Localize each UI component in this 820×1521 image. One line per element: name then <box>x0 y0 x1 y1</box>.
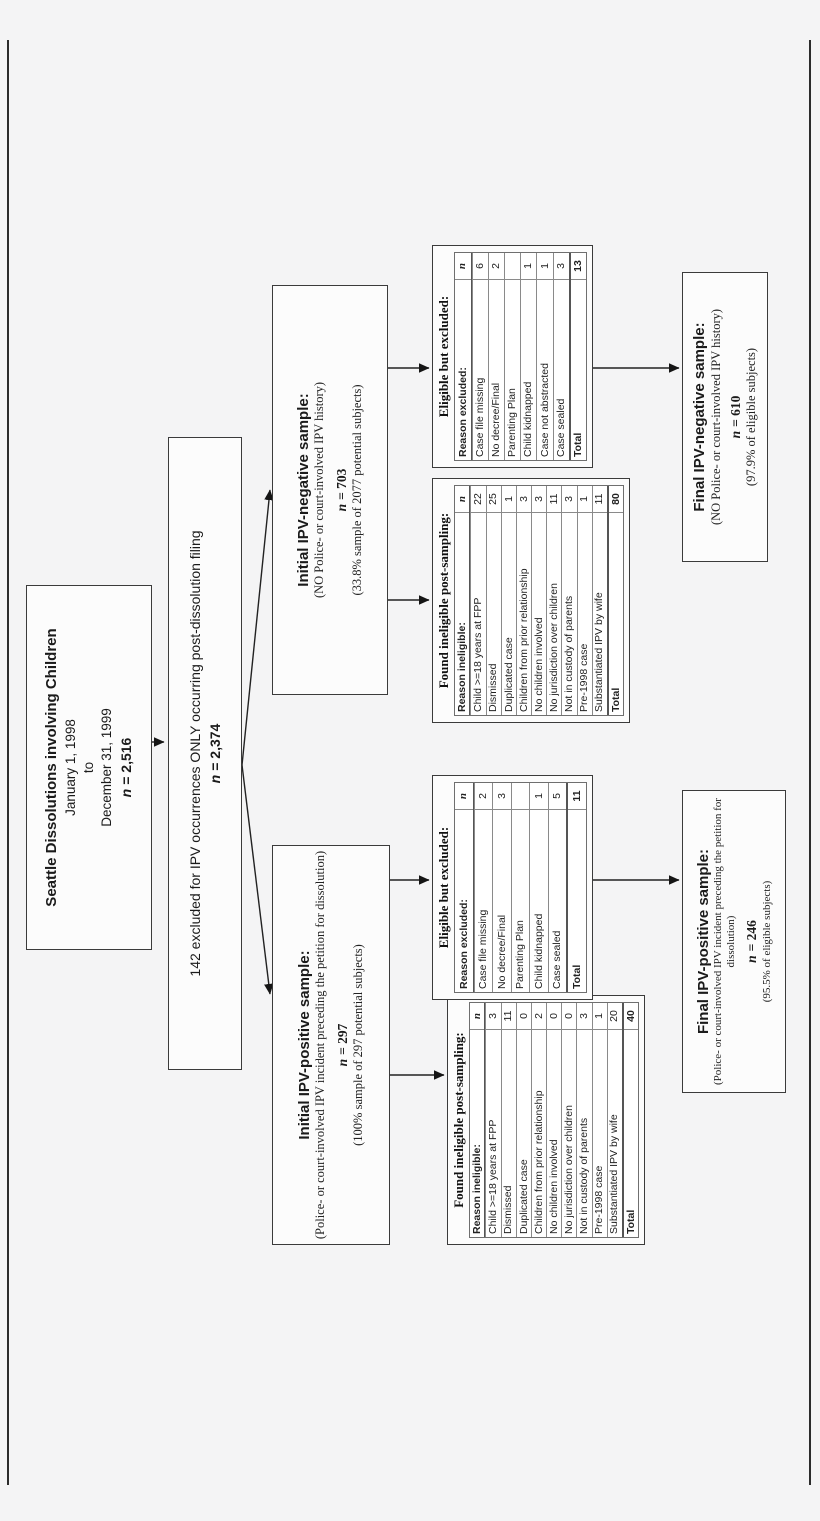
table-row <box>592 1003 607 1237</box>
row-value: 1 <box>593 1013 606 1019</box>
date-to: to <box>80 761 96 774</box>
final-ipv-positive-box <box>682 790 786 1093</box>
table-row <box>511 783 530 992</box>
table-header-row <box>455 253 471 460</box>
table-row <box>546 486 561 715</box>
row-label: Dismissed <box>487 512 501 715</box>
row-value: 11 <box>502 1010 515 1022</box>
box-heading: Final IPV-positive sample: <box>694 848 712 1035</box>
table-row <box>501 1003 516 1237</box>
row-label: Child >=18 years at FPP <box>471 512 485 715</box>
row-label: Case file missing <box>473 279 488 460</box>
box-subtext: (Police- or court-involved IPV incident preceding the petition for dissolution) <box>712 798 737 1085</box>
row-label: No decree/Final <box>489 279 504 460</box>
total-label: Total <box>624 1029 638 1237</box>
total-label: Total <box>609 512 623 715</box>
initial-ipv-positive-box <box>272 845 390 1245</box>
table-row <box>516 486 531 715</box>
total-value: 80 <box>609 493 622 505</box>
table-total-row <box>569 253 586 460</box>
table-row <box>492 783 511 992</box>
header-n: n <box>455 495 468 503</box>
total-value: 11 <box>570 790 583 802</box>
box-subtext: (NO Police- or court-involved IPV history) <box>708 308 723 526</box>
row-label: Parenting Plan <box>512 809 530 992</box>
table-row <box>529 783 548 992</box>
n-symbol: n <box>335 1058 351 1067</box>
table-title: Eligible but excluded: <box>436 295 451 418</box>
table-row <box>504 253 520 460</box>
row-value: 0 <box>547 1013 560 1019</box>
sample-size <box>118 586 135 949</box>
table <box>454 782 587 993</box>
date-end: December 31, 1999 <box>98 708 114 827</box>
table-row <box>553 253 569 460</box>
row-value: 3 <box>495 793 508 799</box>
row-label: No children involved <box>532 512 546 715</box>
sample-size <box>335 846 351 1244</box>
root-population-box <box>26 585 152 950</box>
row-label: Duplicated case <box>517 1029 531 1237</box>
row-value: 11 <box>593 493 606 505</box>
header-label: Reason ineligible: <box>455 512 469 715</box>
row-value: 6 <box>473 263 486 269</box>
row-label: Case not abstracted <box>537 279 552 460</box>
box-heading: Initial IPV-positive sample: <box>295 950 313 1140</box>
box-note: (95.5% of eligible subjects) <box>760 880 773 1003</box>
row-value: 5 <box>551 793 564 799</box>
sample-size <box>334 286 350 694</box>
initial-ipv-negative-box <box>272 285 388 695</box>
row-value: 22 <box>472 493 485 505</box>
table-row <box>592 486 607 715</box>
row-value: 2 <box>477 793 490 799</box>
total-value: 40 <box>624 1010 637 1022</box>
row-value: 1 <box>532 793 545 799</box>
n-symbol: n <box>206 774 223 784</box>
box-heading: Final IPV-negative sample: <box>691 322 709 512</box>
n-number: = 297 <box>335 1023 351 1055</box>
row-value: 1 <box>538 263 551 269</box>
row-value: 1 <box>522 263 535 269</box>
box-note: (33.8% sample of 2077 potential subjects) <box>350 384 365 596</box>
exclusion-text: 142 excluded for IPV occurrences ONLY occurring post-dissolution filing <box>186 530 203 977</box>
row-value: 0 <box>563 1013 576 1019</box>
table-total-row <box>566 783 586 992</box>
table-row <box>546 1003 561 1237</box>
n-symbol: n <box>727 430 743 439</box>
n-symbol: n <box>118 788 135 798</box>
table-row <box>531 486 546 715</box>
root-title: Seattle Dissolutions involving Children <box>43 628 61 907</box>
box-subtext: (Police- or court-involved IPV incident preceding the petition for dissolution) <box>313 850 328 1240</box>
box-note: (97.9% of eligible subjects) <box>743 347 758 487</box>
row-label: Pre-1998 case <box>593 1029 607 1237</box>
table-row <box>501 486 516 715</box>
n-number: = 2,516 <box>118 737 135 785</box>
table-row <box>474 783 493 992</box>
table-row <box>488 253 504 460</box>
total-value: 13 <box>572 260 585 272</box>
table-row <box>486 486 501 715</box>
row-label: Substantiated IPV by wife <box>593 512 607 715</box>
table-row <box>577 486 592 715</box>
eligible-excluded-negative-table <box>432 245 593 468</box>
table-row <box>470 486 485 715</box>
row-label: Not in custody of parents <box>562 512 576 715</box>
row-value: 3 <box>554 263 567 269</box>
n-number: = 2,374 <box>206 723 223 771</box>
row-value: 3 <box>578 1013 591 1019</box>
row-label: No jurisdiction over children <box>547 512 561 715</box>
box-note: (100% sample of 297 potential subjects) <box>351 944 366 1146</box>
table-header-row <box>455 486 470 715</box>
table-row <box>548 783 567 992</box>
row-label: No children involved <box>547 1029 561 1237</box>
row-value: 3 <box>517 496 530 502</box>
header-n: n <box>470 1012 483 1020</box>
row-label: Children from prior relationship <box>517 512 531 715</box>
excluded-142-box <box>168 437 242 1070</box>
table-row <box>607 1003 622 1237</box>
row-value: 3 <box>563 496 576 502</box>
row-value: 3 <box>532 496 545 502</box>
table-title: Eligible but excluded: <box>436 826 451 949</box>
row-label: No jurisdiction over children <box>562 1029 576 1237</box>
row-value: 11 <box>548 493 561 505</box>
eligible-excluded-positive-table <box>432 775 593 1000</box>
table <box>454 252 587 461</box>
row-value: 2 <box>490 263 503 269</box>
n-number: = 703 <box>334 468 350 500</box>
header-n: n <box>456 262 469 270</box>
row-value: 1 <box>502 496 515 502</box>
header-label: Reason excluded: <box>455 809 473 992</box>
table-header-row <box>470 1003 485 1237</box>
table-row <box>561 1003 576 1237</box>
table-row <box>576 1003 591 1237</box>
table-header-row <box>455 783 474 992</box>
sample-size <box>744 791 760 1092</box>
header-label: Reason excluded: <box>455 279 470 460</box>
row-label: Case file missing <box>475 809 493 992</box>
box-heading: Initial IPV-negative sample: <box>294 393 312 587</box>
row-label: Child kidnapped <box>521 279 536 460</box>
header-n: n <box>457 792 470 800</box>
row-label: Substantiated IPV by wife <box>608 1029 622 1237</box>
row-value: 20 <box>608 1010 621 1022</box>
found-ineligible-positive-table <box>447 995 645 1245</box>
final-ipv-negative-box <box>682 272 768 562</box>
table-total-row <box>622 1003 638 1237</box>
box-subtext: (NO Police- or court-involved IPV history) <box>312 381 327 599</box>
table-row <box>531 1003 546 1237</box>
n-symbol: n <box>744 955 760 963</box>
row-label: Not in custody of parents <box>577 1029 591 1237</box>
table-row <box>485 1003 500 1237</box>
sample-size <box>728 273 744 561</box>
table-total-row <box>607 486 623 715</box>
table-title: Found ineligible post-sampling: <box>451 1032 466 1208</box>
table-title: Found ineligible post-sampling: <box>436 512 451 689</box>
table <box>469 1002 639 1238</box>
sample-size <box>207 438 224 1069</box>
row-label: Case sealed <box>554 279 569 460</box>
row-value: 3 <box>487 1013 500 1019</box>
row-label: Pre-1998 case <box>578 512 592 715</box>
row-label: No decree/Final <box>493 809 511 992</box>
row-value: 25 <box>487 493 500 505</box>
header-label: Reason ineligible: <box>470 1029 484 1237</box>
row-label: Duplicated case <box>502 512 516 715</box>
row-value: 0 <box>517 1013 530 1019</box>
table-row <box>536 253 552 460</box>
total-label: Total <box>568 809 586 992</box>
row-label: Child >=18 years at FPP <box>486 1029 500 1237</box>
n-number: = 610 <box>727 395 743 427</box>
table-row <box>516 1003 531 1237</box>
found-ineligible-negative-table <box>432 478 630 723</box>
table-row <box>561 486 576 715</box>
row-value: 1 <box>578 496 591 502</box>
row-label: Case sealed <box>549 809 567 992</box>
n-symbol: n <box>334 503 350 512</box>
row-value: 2 <box>532 1013 545 1019</box>
row-label: Children from prior relationship <box>532 1029 546 1237</box>
table <box>454 485 624 716</box>
row-label: Parenting Plan <box>505 279 520 460</box>
total-label: Total <box>571 279 586 460</box>
table-row <box>520 253 536 460</box>
row-label: Child kidnapped <box>530 809 548 992</box>
n-number: = 246 <box>744 920 760 952</box>
row-label: Dismissed <box>502 1029 516 1237</box>
date-start: January 1, 1998 <box>63 719 79 816</box>
table-row <box>472 253 488 460</box>
